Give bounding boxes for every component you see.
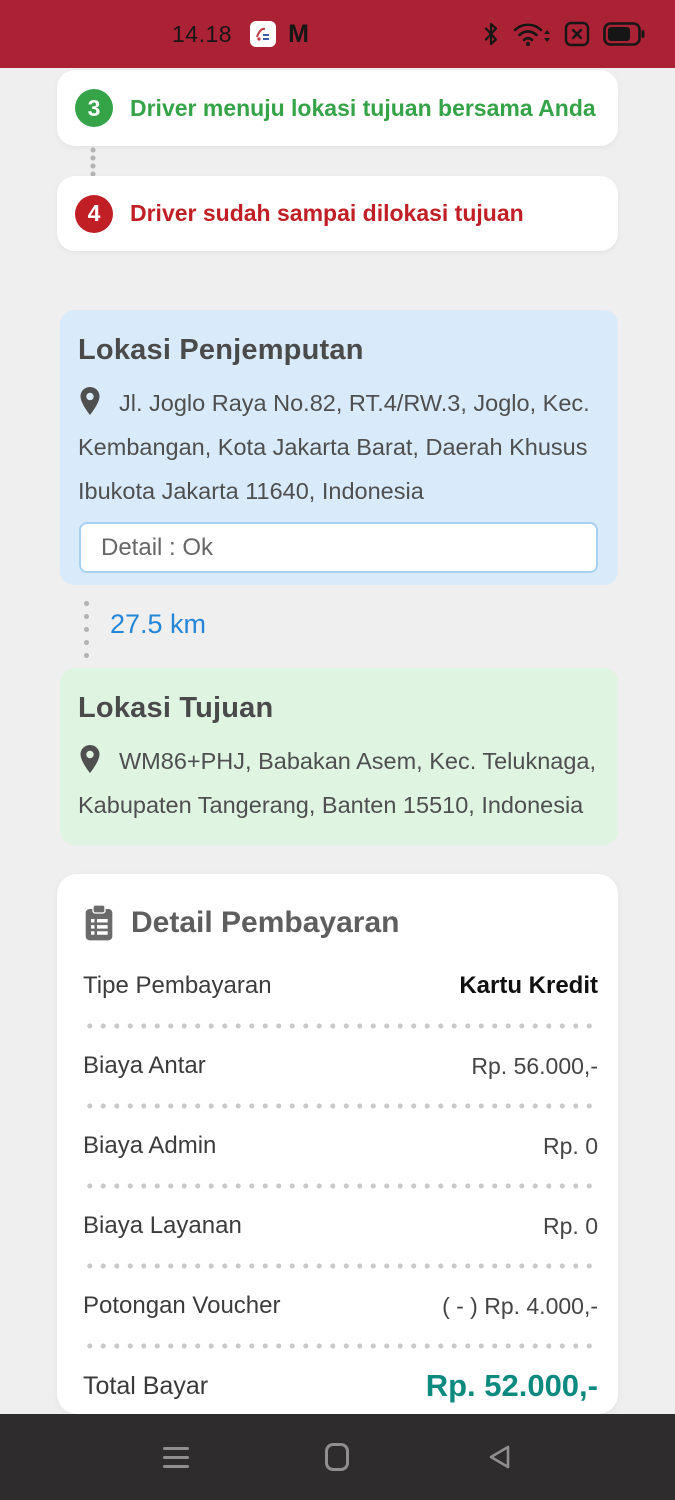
menu-icon: [163, 1447, 189, 1468]
payment-row-delivery-fee: Biaya Antar Rp. 56.000,-: [83, 1052, 598, 1079]
payment-row-service-fee: Biaya Layanan Rp. 0: [83, 1212, 598, 1239]
dotted-divider: [83, 1103, 598, 1109]
status-bar: [0, 0, 675, 68]
location-pin-icon: [78, 744, 102, 774]
dotted-divider: [83, 1023, 598, 1029]
clipboard-icon: [83, 904, 115, 942]
payment-row-total: Total Bayar Rp. 52.000,-: [83, 1368, 598, 1403]
dotted-divider: [83, 1183, 598, 1189]
step-3-label: Driver menuju lokasi tujuan bersama Anda: [130, 94, 596, 121]
pickup-detail-text: Detail : Ok: [101, 533, 214, 561]
pickup-title: Lokasi Penjemputan: [78, 334, 364, 366]
pickup-detail-input[interactable]: [79, 522, 598, 573]
no-sim-icon: [564, 21, 590, 47]
step-4-label: Driver sudah sampai dilokasi tujuan: [130, 200, 524, 226]
step-4-badge: 4: [75, 195, 113, 233]
payment-title-row: [83, 904, 598, 942]
wifi-icon: [513, 21, 551, 47]
location-pin-icon: [78, 386, 102, 416]
notification-app-icon: [250, 21, 276, 47]
destination-location-card: [60, 668, 618, 845]
distance-connector-dots: [82, 597, 91, 659]
pickup-address: Jl. Joglo Raya No.82, RT.4/RW.3, Joglo, Kec. Kembangan, Kota Jakarta Barat, Daerah Khusus Ibukota Jakarta 11640, Indonesia: [78, 381, 598, 513]
payment-row-type: Tipe Pembayaran Kartu Kredit: [83, 972, 598, 999]
step-connector-dots: [89, 146, 97, 176]
gmail-icon: M: [288, 19, 308, 48]
payment-row-voucher: Potongan Voucher ( - ) Rp. 4.000,-: [83, 1292, 598, 1319]
step-3-card: [57, 70, 618, 146]
total-amount: Rp. 52.000,-: [425, 1368, 598, 1403]
step-3-badge: 3: [75, 89, 113, 127]
status-icons: [482, 0, 645, 68]
home-icon: [325, 1443, 349, 1471]
dotted-divider: [83, 1343, 598, 1349]
payment-row-admin-fee: Biaya Admin Rp. 0: [83, 1132, 598, 1159]
destination-title: Lokasi Tujuan: [78, 692, 274, 724]
dotted-divider: [83, 1263, 598, 1269]
destination-address: WM86+PHJ, Babakan Asem, Kec. Teluknaga, Kabupaten Tangerang, Banten 15510, Indonesia: [78, 739, 598, 827]
distance-label: 27.5 km: [110, 609, 207, 639]
status-time: 14.18: [172, 20, 233, 47]
back-button[interactable]: [469, 1427, 529, 1487]
payment-title: Detail Pembayaran: [131, 906, 400, 939]
payment-detail-card: [57, 874, 618, 1414]
step-4-card: [57, 176, 618, 251]
bluetooth-icon: [482, 21, 500, 47]
back-icon: [486, 1443, 512, 1471]
menu-button[interactable]: [146, 1427, 206, 1487]
pickup-location-card: [60, 310, 618, 585]
battery-icon: [603, 22, 645, 46]
home-button[interactable]: [307, 1427, 367, 1487]
android-nav-bar: [0, 1414, 675, 1500]
